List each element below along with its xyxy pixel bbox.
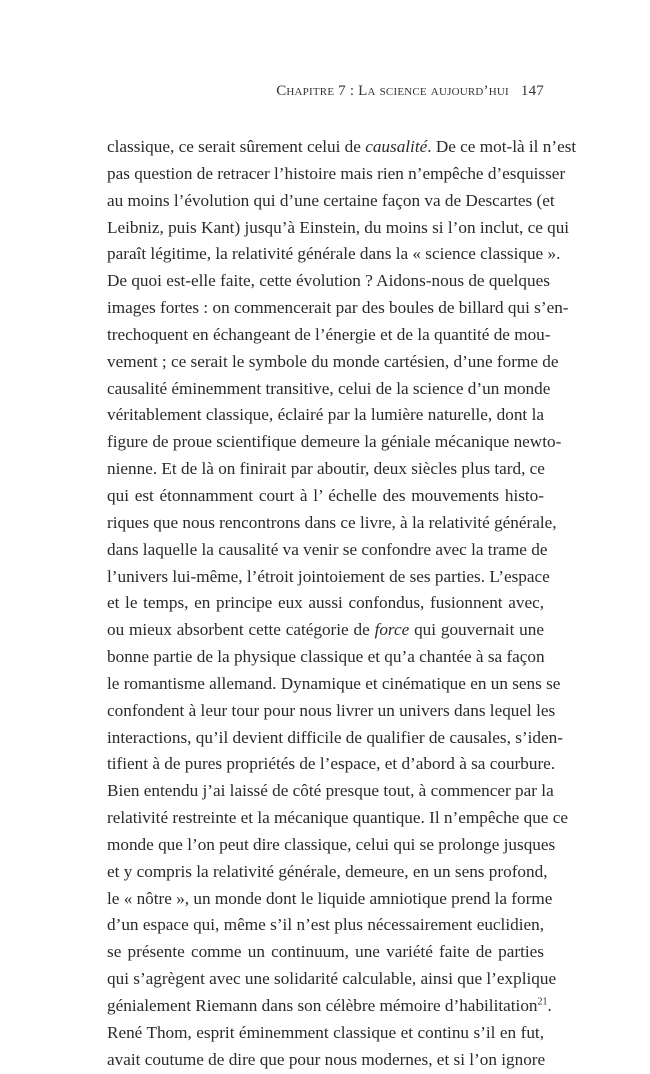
text-segment: relativité restreinte et la mécanique quantique. Il n’empêche que ce [107, 808, 568, 828]
text-line [107, 725, 563, 752]
text-line [107, 805, 568, 832]
text-segment: ou mieux absorbent cette catégorie de [107, 620, 375, 640]
text-line [107, 590, 544, 617]
text-line [107, 510, 557, 537]
text-line [107, 912, 544, 939]
text-line [107, 161, 566, 188]
text-segment: avait coutume de dire que pour nous modernes, et si l’on ignore [107, 1049, 546, 1069]
text-line [107, 751, 556, 778]
text-line [107, 778, 554, 805]
text-line [107, 456, 544, 483]
page-number: 147 [520, 83, 544, 99]
text-line [107, 859, 548, 886]
text-segment: . [547, 996, 552, 1015]
text-line [107, 1020, 544, 1047]
text-segment: figure de proue scientifique demeure la géniale mécanique newto- [107, 432, 562, 452]
text-segment: images fortes : on commencerait par des boules de billard qui s’en- [107, 298, 569, 318]
text-line [107, 698, 556, 725]
text-segment: monde que l’on peut dire classique, celui qui se prolonge jusques [107, 834, 556, 854]
text-segment: dans laquelle la causalité va venir se confondre avec la trame de [107, 539, 548, 559]
text-line [107, 349, 559, 376]
text-line [107, 617, 544, 644]
text-segment: bonne partie de la physique classique et qu’a chantée à sa façon [107, 647, 545, 667]
body-paragraph [107, 134, 577, 1074]
text-segment: génialement Riemann dans son célèbre mémoire d’habilitation [107, 996, 538, 1015]
text-segment: classique, ce serait sûrement celui de [107, 137, 366, 156]
text-line [107, 429, 562, 456]
text-line [107, 215, 570, 242]
text-segment: paraît légitime, la relativité générale dans la « science classique ». [107, 244, 561, 264]
text-line [107, 966, 557, 993]
text-segment: confondent à leur tour pour nous livrer un univers dans lequel les [107, 700, 556, 720]
text-segment: pas question de retracer l’histoire mais rien n’empêche d’esquisser [107, 163, 566, 183]
text-line [107, 1047, 544, 1074]
text-segment: De quoi est-elle faite, cette évolution ? Aidons-nous de quelques [107, 271, 550, 291]
text-line [107, 537, 548, 564]
text-segment: Bien entendu j’ai laissé de côté presque tout, à commencer par la [107, 781, 554, 801]
text-segment: René Thom, esprit éminemment classique et continu s’il en fut, [107, 1022, 544, 1042]
text-line [107, 832, 556, 859]
text-segment: qui est étonnamment court à l’ échelle des mouvements histo- [107, 485, 544, 505]
text-segment: qui gouvernait une [409, 620, 545, 640]
text-line [107, 939, 544, 966]
text-segment: Leibniz, puis Kant) jusqu’à Einstein, du moins si l’on inclut, ce qui [107, 217, 570, 237]
text-line [107, 993, 552, 1020]
text-line [107, 564, 550, 591]
text-line [107, 268, 550, 295]
text-segment: . De ce mot-là il n’est [427, 137, 577, 156]
text-segment: le « nôtre », un monde dont le liquide amniotique prend la forme [107, 888, 553, 908]
text-segment: tifient à de pures propriétés de l’espace, et d’abord à sa courbure. [107, 754, 556, 774]
footnote-marker: 21 [537, 996, 548, 1008]
text-segment: trechoquent en échangeant de l’énergie et de la quantité de mou- [107, 324, 551, 344]
text-segment: l’univers lui-même, l’étroit jointoiement de ses parties. L’espace [107, 566, 550, 586]
italic-term: force [374, 620, 410, 640]
text-segment: et le temps, en principe eux aussi confondus, fusionnent avec, [107, 593, 544, 613]
text-line [107, 322, 551, 349]
text-segment: nienne. Et de là on finirait par aboutir, deux siècles plus tard, ce [107, 459, 545, 479]
text-segment: qui s’agrègent avec une solidarité calculable, ainsi que l’explique [107, 969, 557, 989]
text-line [107, 483, 544, 510]
text-segment: vement ; ce serait le symbole du monde cartésien, d’une forme de [107, 351, 559, 371]
chapter-title: Chapitre 7 : La science aujourd’hui [276, 83, 509, 99]
text-line [107, 402, 544, 429]
text-segment: et y compris la relativité générale, demeure, en un sens profond, [107, 861, 548, 881]
text-segment: d’un espace qui, même s’il n’est plus nécessairement euclidien, [107, 915, 544, 935]
text-segment: le romantisme allemand. Dynamique et cinématique en un sens se [107, 673, 561, 693]
text-segment: au moins l’évolution qui d’une certaine façon va de Descartes (et [107, 190, 555, 210]
text-line [107, 295, 569, 322]
text-line [107, 886, 553, 913]
text-segment: causalité éminemment transitive, celui de la science d’un monde [107, 378, 551, 398]
text-segment: véritablement classique, éclairé par la lumière naturelle, dont la [107, 405, 544, 425]
italic-term: causalité [365, 137, 428, 156]
text-line [107, 241, 561, 268]
running-header [276, 83, 544, 100]
text-line [107, 134, 577, 161]
text-line [107, 644, 544, 671]
text-line [107, 671, 561, 698]
text-segment: riques que nous rencontrons dans ce livre, à la relativité générale, [107, 512, 557, 532]
text-segment: se présente comme un continuum, une variété faite de parties [107, 942, 544, 962]
text-line [107, 376, 551, 403]
text-line [107, 188, 555, 215]
text-segment: interactions, qu’il devient difficile de qualifier de causales, s’iden- [107, 727, 563, 747]
